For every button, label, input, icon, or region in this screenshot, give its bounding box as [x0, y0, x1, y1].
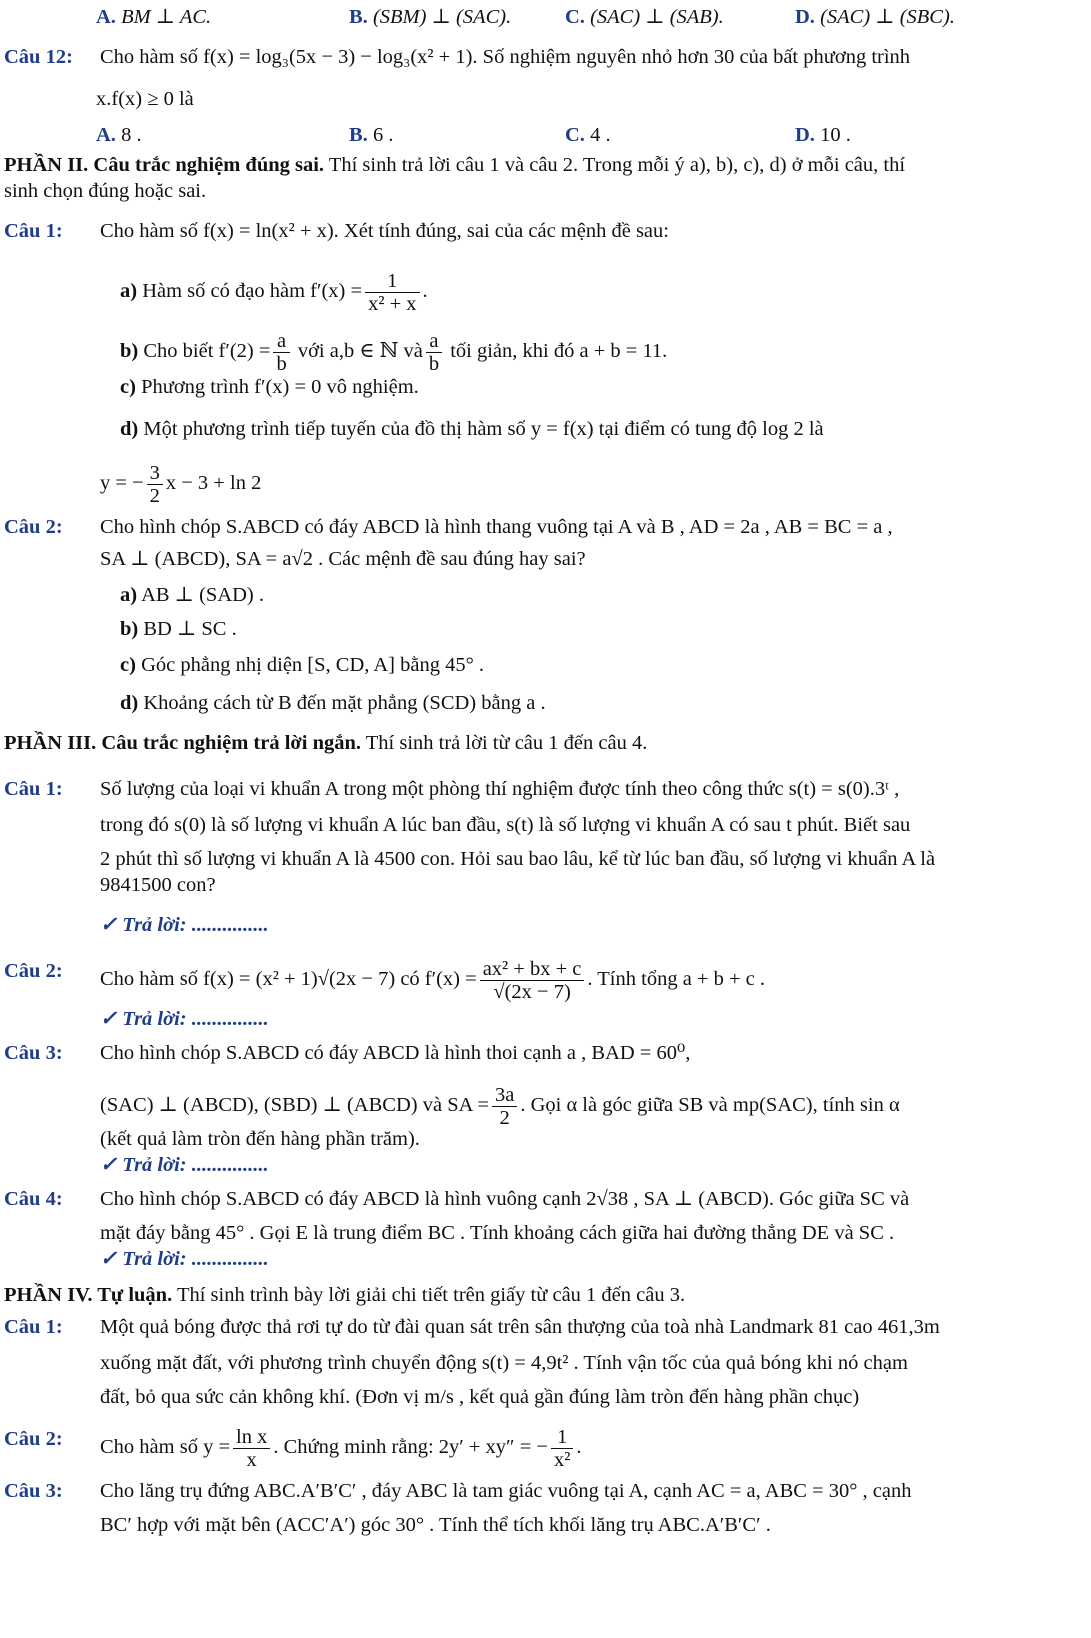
option-b-text: (SBM) ⊥ (SAC). — [372, 6, 512, 28]
p4q1-text3: đất, bỏ qua sức cản không khí. (Đơn vị m/s , kết quả gần đúng làm tròn đến hàng phần chục) — [100, 1386, 860, 1408]
p4q2-text: Cho hàm số y = $\frac{\text{ln x}}{x}$ . Chứng minh rằng: 2y′ + xy″ = − $\frac{1}{\text{x²}}$ . — [100, 1426, 582, 1471]
p4q1-text1: Một quả bóng được thả rơi tự do từ đài quan sát trên sân thượng của toà nhà Landmark 81 cao 461,3m — [100, 1316, 940, 1338]
q12-option-c: C. 4 . — [565, 124, 611, 146]
q12-text2: x.f(x) ≥ 0 là — [96, 88, 194, 110]
option-a-label: A. — [96, 6, 116, 28]
p3q1-answer: ✓ Trả lời: ............... — [100, 914, 269, 936]
p2q1-d: d) Một phương trình tiếp tuyến của đồ thị hàm số y = f(x) tại điểm có tung độ log 2 là — [120, 418, 824, 440]
p2q2-c: c) Góc phẳng nhị diện [S, CD, A] bằng 45° . — [120, 654, 485, 676]
p2q2-b: b) BD ⊥ SC . — [120, 618, 237, 640]
p4q3-label: Câu 3: — [4, 1480, 63, 1502]
p2q2-label: Câu 2: — [4, 516, 63, 538]
part2-heading-line2: sinh chọn đúng hoặc sai. — [4, 180, 207, 202]
p2q1-c: c) Phương trình f′(x) = 0 vô nghiệm. — [120, 376, 419, 398]
p3q3-text1: Cho hình chóp S.ABCD có đáy ABCD là hình thoi cạnh a , BAD = 60⁰, — [100, 1042, 691, 1064]
p2q2-d: d) Khoảng cách từ B đến mặt phẳng (SCD) bằng a . — [120, 692, 546, 714]
p3q3-text3: (kết quả làm tròn đến hàng phần trăm). — [100, 1128, 420, 1150]
q12-text1: Cho hàm số f(x) = log₃(5x − 3) − log₃(x² + 1). Số nghiệm nguyên nhỏ hơn 30 của bất phương trình — [100, 46, 911, 68]
p3q3-text2: (SAC) ⊥ (ABCD), (SBD) ⊥ (ABCD) và SA = $\frac{3a}{2}$ . Gọi α là góc giữa SB và mp(SAC), tính sin α — [100, 1084, 900, 1129]
option-d-text: (SAC) ⊥ (SBC). — [820, 6, 955, 28]
p3q1-text2: trong đó s(0) là số lượng vi khuẩn A lúc ban đầu, s(t) là số lượng vi khuẩn A có sau t phút. Biết sau — [100, 814, 911, 836]
p3q4-answer: ✓ Trả lời: ............... — [100, 1248, 269, 1270]
p3q4-label: Câu 4: — [4, 1188, 63, 1210]
p3q4-text2: mặt đáy bằng 45° . Gọi E là trung điểm BC . Tính khoảng cách giữa hai đường thẳng DE và SC . — [100, 1222, 895, 1244]
p4q3-text2: BC′ hợp với mặt bên (ACC′A′) góc 30° . Tính thể tích khối lăng trụ ABC.A′B′C′ . — [100, 1514, 771, 1536]
p4q3-text1: Cho lăng trụ đứng ABC.A′B′C′ , đáy ABC là tam giác vuông tại A, cạnh AC = a, ABC = 30° , cạnh — [100, 1480, 912, 1502]
q12-label: Câu 12: — [4, 46, 73, 68]
p2q2-text1: Cho hình chóp S.ABCD có đáy ABCD là hình thang vuông tại A và B , AD = 2a , AB = BC = a , — [100, 516, 893, 538]
p3q1-text1: Số lượng của loại vi khuẩn A trong một phòng thí nghiệm được tính theo công thức s(t) = s(0).3ᵗ , — [100, 778, 900, 800]
option-a-text: BM ⊥ AC. — [121, 6, 212, 28]
p3q3-label: Câu 3: — [4, 1042, 63, 1064]
p2q1-b: b) Cho biết f′(2) = $\frac{a}{b}$ với a,b ∈ ℕ và $\frac{a}{b}$ tối giản, khi đó a + b = 11. — [120, 330, 668, 375]
p3q2-label: Câu 2: — [4, 960, 63, 982]
option-c-text: (SAC) ⊥ (SAB). — [590, 6, 724, 28]
p3q3-answer: ✓ Trả lời: ............... — [100, 1154, 269, 1176]
q12-option-d: D. 10 . — [795, 124, 851, 146]
p4q2-label: Câu 2: — [4, 1428, 63, 1450]
p2q1-d-eq: y = − $\frac{3}{2}$ x − 3 + ln 2 — [100, 462, 262, 507]
part2-heading: PHẦN II. Câu trắc nghiệm đúng sai. Thí sinh trả lời câu 1 và câu 2. Trong mỗi ý a), b), c), d) ở mỗi câu, thí — [4, 154, 906, 176]
option-d-label: D. — [795, 6, 815, 28]
option-a — [96, 4, 211, 30]
p2q1-a: a) Hàm số có đạo hàm f′(x) = $\frac{1}{\text{x² + x}}$ . — [120, 270, 428, 315]
p2q2-text2: SA ⊥ (ABCD), SA = a√2 . Các mệnh đề sau đúng hay sai? — [100, 548, 586, 570]
option-c-label: C. — [565, 6, 585, 28]
p3q2-answer: ✓ Trả lời: ............... — [100, 1008, 269, 1030]
q12-option-a: A. 8 . — [96, 124, 142, 146]
p3q1-label: Câu 1: — [4, 778, 63, 800]
p2q1-label: Câu 1: — [4, 220, 63, 242]
part3-heading: PHẦN III. Câu trắc nghiệm trả lời ngắn. Thí sinh trả lời từ câu 1 đến câu 4. — [4, 732, 648, 754]
p3q2-text: Cho hàm số f(x) = (x² + 1)√(2x − 7) có f′(x) = $\frac{\text{ax² + bx + c}}{√(2x - 7)}$ . Tính tổng a + b + c . — [100, 958, 766, 1003]
p3q1-text3: 2 phút thì số lượng vi khuẩn A là 4500 con. Hỏi sau bao lâu, kể từ lúc ban đầu, số lượng vi khuẩn A là — [100, 848, 936, 870]
part4-heading: PHẦN IV. Tự luận. Thí sinh trình bày lời giải chi tiết trên giấy từ câu 1 đến câu 3. — [4, 1284, 686, 1306]
option-b-label: B. — [349, 6, 368, 28]
p3q4-text1: Cho hình chóp S.ABCD có đáy ABCD là hình vuông cạnh 2√38 , SA ⊥ (ABCD). Góc giữa SC và — [100, 1188, 910, 1210]
p2q2-a: a) AB ⊥ (SAD) . — [120, 584, 264, 606]
option-c — [565, 4, 724, 30]
q12-option-b: B. 6 . — [349, 124, 394, 146]
p4q1-label: Câu 1: — [4, 1316, 63, 1338]
p4q1-text2: xuống mặt đất, với phương trình chuyển động s(t) = 4,9t² . Tính vận tốc của quả bóng khi nó chạm — [100, 1352, 908, 1374]
option-d — [795, 4, 955, 30]
p3q1-text4: 9841500 con? — [100, 874, 216, 896]
option-b — [349, 4, 511, 30]
p2q1-text: Cho hàm số f(x) = ln(x² + x). Xét tính đúng, sai của các mệnh đề sau: — [100, 220, 669, 242]
